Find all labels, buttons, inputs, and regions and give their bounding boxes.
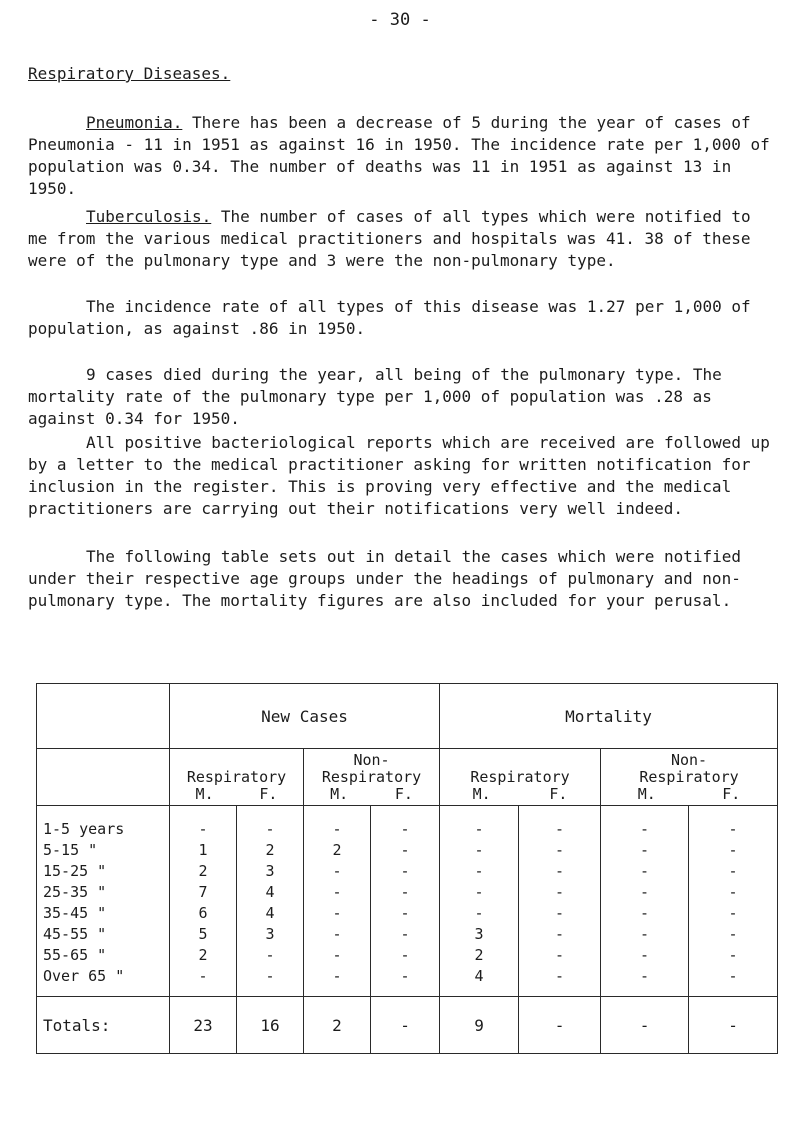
table-cell: - [440,902,519,923]
table-cell: 3 [237,860,304,881]
table-cell: 2 [170,944,237,965]
table-cell: - [519,860,601,881]
table-cell: - [304,806,371,840]
table-row [37,881,778,902]
new-cases-header: New Cases [170,684,440,749]
totals-label: Totals: [37,997,170,1054]
table-cell: - [170,965,237,997]
table-cell: - [371,965,440,997]
table-cell: 5 [170,923,237,944]
table-cell: 9 [440,997,519,1054]
table-cell: - [371,839,440,860]
table-cell: - [689,902,778,923]
table-row [37,923,778,944]
table-cell: - [440,881,519,902]
table-cell: - [304,965,371,997]
table-cell: - [440,806,519,840]
table-intro-text: The following table sets out in detail the cases which were notified under their respective age groups under the headings of pulmonary and non-pulmonary type. The mortality figures are also included for your perusal. [28,547,742,610]
table-cell: - [689,806,778,840]
table-cell: - [371,923,440,944]
table-intro-paragraph [28,546,778,612]
tuberculosis-title: Tuberculosis. [86,207,212,226]
table-cell: 2 [304,839,371,860]
mortality-respiratory-header: Respiratory M. F. [440,749,601,806]
reports-paragraph [28,432,778,520]
table-cell: - [689,860,778,881]
table-cell: - [304,881,371,902]
reports-text: All positive bacteriological reports which are received are followed up by a letter to the medical practitioner asking for written notification for inclusion in the register. This is proving very effective and the medical practitioners are carrying out their notifications very well indeed. [28,433,770,518]
table-cell: - [601,860,689,881]
table-cell: - [170,806,237,840]
table-cell: - [601,923,689,944]
age-group-cell: 15-25 " [37,860,170,881]
age-group-cell: 1-5 years [37,806,170,840]
tuberculosis-paragraph [28,206,778,272]
table-cell: 4 [440,965,519,997]
table-cell: 4 [237,902,304,923]
table-cell: 2 [170,860,237,881]
table-row [37,839,778,860]
table-cell: - [371,902,440,923]
table-cell: - [237,944,304,965]
tuberculosis-table [36,683,778,1054]
page-number: - 30 - [369,10,431,30]
table-cell: - [519,881,601,902]
incidence-text: The incidence rate of all types of this disease was 1.27 per 1,000 of population, as against .86 in 1950. [28,297,751,338]
age-group-cell: 5-15 " [37,839,170,860]
age-group-cell: Over 65 " [37,965,170,997]
table-cell: 23 [170,997,237,1054]
table-cell [37,749,170,806]
age-group-cell: 55-65 " [37,944,170,965]
table-cell: - [689,944,778,965]
table-cell: 7 [170,881,237,902]
table-cell: - [304,860,371,881]
section-heading: Respiratory Diseases. [28,64,231,83]
table-cell: 4 [237,881,304,902]
table-cell: 2 [237,839,304,860]
table-row [37,806,778,840]
table-cell: - [689,881,778,902]
table-cell: - [304,923,371,944]
table-cell: - [237,965,304,997]
table-cell: - [371,881,440,902]
pneumonia-title: Pneumonia. [86,113,183,132]
table-cell: - [601,881,689,902]
table-cell: - [519,902,601,923]
table-cell: - [601,806,689,840]
table-cell: - [371,997,440,1054]
mortality-non-respiratory-header: Non- Respiratory M. F. [601,749,778,806]
pneumonia-text: There has been a decrease of 5 during the year of cases of Pneumonia - 11 in 1951 as against 16 in 1950. The incidence rate per 1,000 of population was 0.34. The number of deaths was 11 in 1951 as against 13 in 1950. [28,113,770,198]
table-cell: - [519,965,601,997]
table-cell: - [371,806,440,840]
deaths-text: 9 cases died during the year, all being of the pulmonary type. The mortality rate of the pulmonary type per 1,000 of population was .28 as against 0.34 for 1950. [28,365,722,428]
table-row [37,944,778,965]
age-group-cell: 35-45 " [37,902,170,923]
age-group-cell: 45-55 " [37,923,170,944]
age-group-cell: 25-35 " [37,881,170,902]
table-row [37,902,778,923]
table-cell: 3 [440,923,519,944]
table-cell: - [304,902,371,923]
table-type-header [37,749,778,806]
table-cell: 16 [237,997,304,1054]
table-cell: - [237,806,304,840]
new-respiratory-header: Respiratory M. F. [170,749,304,806]
deaths-paragraph [28,364,778,430]
table-cell: - [371,860,440,881]
incidence-paragraph [28,296,778,340]
table-cell: - [689,923,778,944]
table-cell: 1 [170,839,237,860]
table-row [37,965,778,997]
table-cell: 2 [304,997,371,1054]
table-cell: - [440,839,519,860]
table-cell: - [601,902,689,923]
table-cell: 6 [170,902,237,923]
table-cell: - [519,923,601,944]
table-cell: - [519,839,601,860]
pneumonia-paragraph [28,112,778,200]
table-cell: - [304,944,371,965]
table-cell [37,684,170,749]
mortality-header: Mortality [440,684,778,749]
table-cell: 2 [440,944,519,965]
table-cell: - [689,965,778,997]
table-cell: - [601,944,689,965]
table-cell: - [519,997,601,1054]
tuberculosis-text: The number of cases of all types which were notified to me from the various medical practitioners and hospitals was 41. 38 of these were of the pulmonary type and 3 were the non-pulmonary type. [28,207,751,270]
table-group-header [37,684,778,749]
table-cell: - [519,944,601,965]
table-cell: - [601,965,689,997]
table-row [37,860,778,881]
table-cell: - [371,944,440,965]
table-cell: - [440,860,519,881]
new-non-respiratory-header: Non- Respiratory M. F. [304,749,440,806]
table-cell: - [601,997,689,1054]
table-cell: 3 [237,923,304,944]
table-cell: - [601,839,689,860]
totals-row [37,997,778,1054]
table-cell: - [689,839,778,860]
table-cell: - [519,806,601,840]
table-cell: - [689,997,778,1054]
